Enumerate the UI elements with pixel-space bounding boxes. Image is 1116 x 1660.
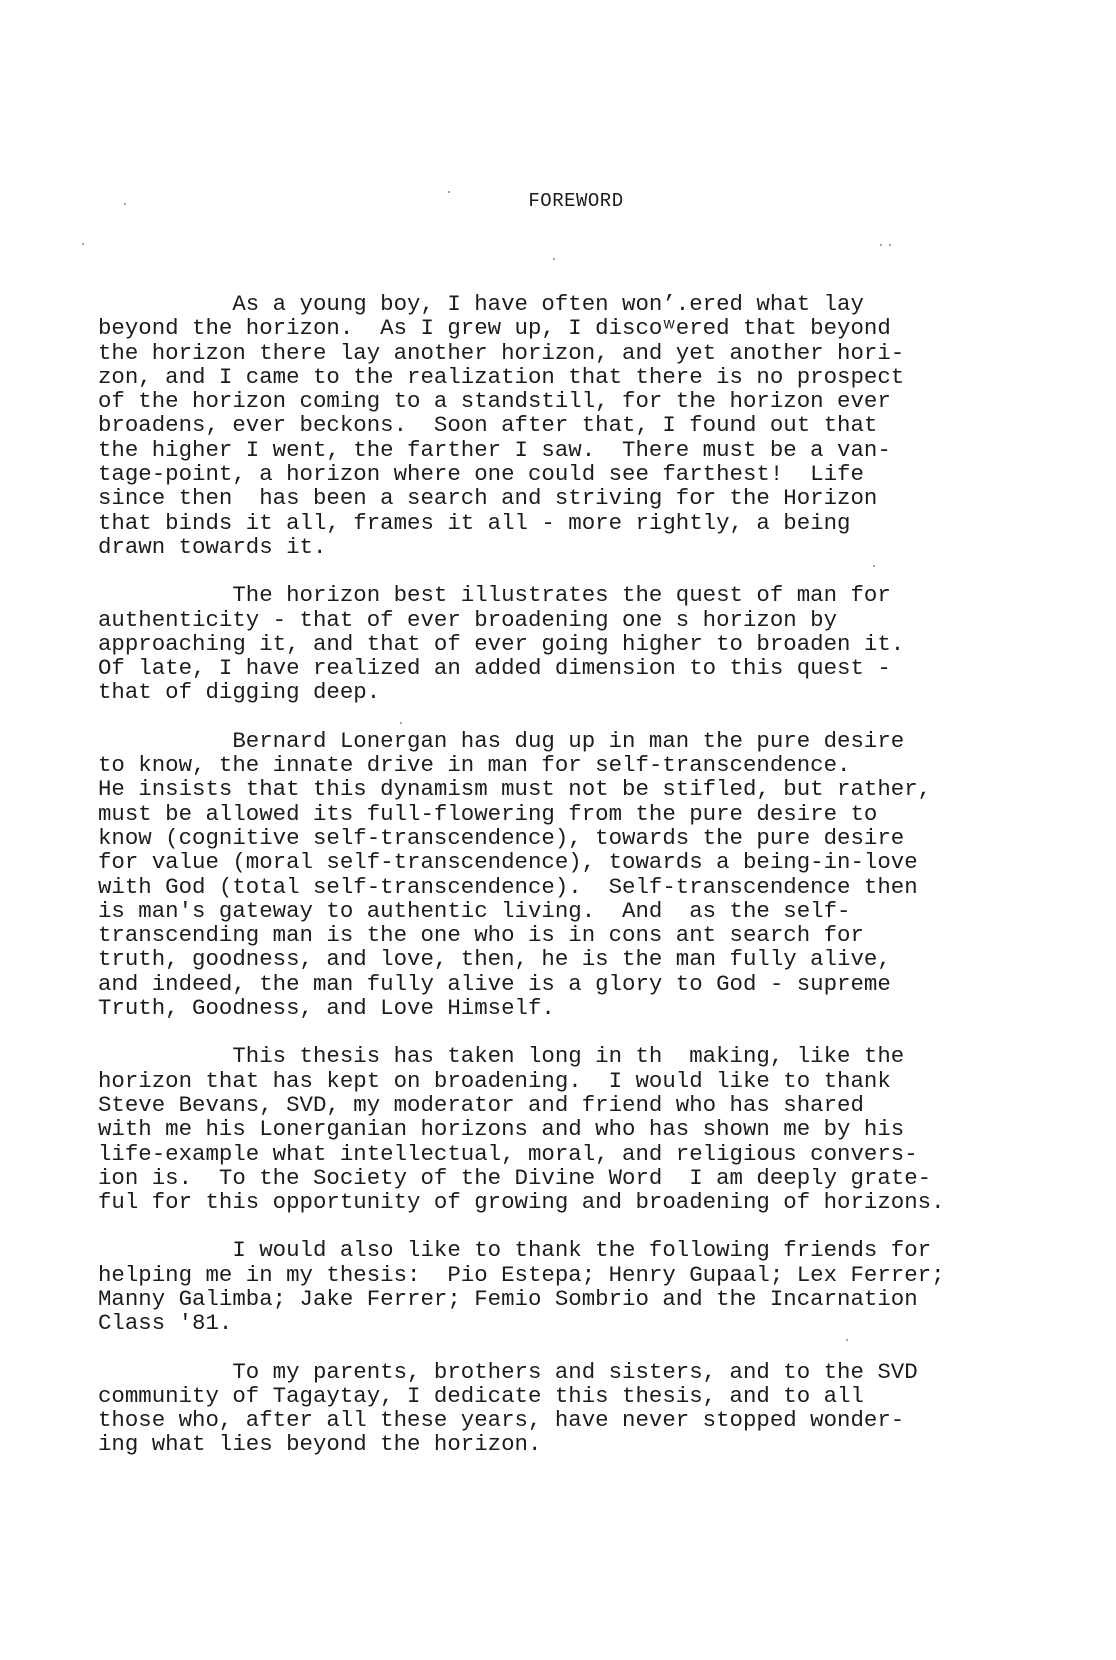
text-line: helping me in my thesis: Pio Estepa; Henry Gupaal; Lex Ferrer;: [98, 1261, 945, 1288]
text-line: for value (moral self-transcendence), towards a being-in-love: [98, 849, 918, 876]
text-line: Truth, Goodness, and Love Himself.: [98, 995, 555, 1022]
scan-speck: [124, 203, 126, 205]
text-line: Steve Bevans, SVD, my moderator and friend who has shared: [98, 1091, 864, 1118]
paragraph-6: [98, 1360, 1098, 1457]
text-line: Manny Galimba; Jake Ferrer; Femio Sombrio and the Incarnation: [98, 1285, 918, 1312]
text-line: and indeed, the man fully alive is a glory to God - supreme: [98, 970, 891, 997]
paragraph-2: [98, 583, 1098, 704]
text-line: tage-point, a horizon where one could see farthest! Life: [98, 461, 864, 488]
scan-speck: [553, 258, 555, 260]
text-line: approaching it, and that of ever going higher to broaden it.: [98, 630, 905, 657]
scan-speck: [400, 722, 402, 724]
text-line: He insists that this dynamism must not be stifled, but rather,: [98, 776, 932, 803]
text-line: authenticity - that of ever broadening one s horizon by: [98, 606, 838, 633]
text-line: This thesis has taken long in th making, like the: [98, 1043, 905, 1070]
text-line: Of late, I have realized an added dimension to this quest -: [98, 655, 891, 682]
text-line: life-example what intellectual, moral, and religious convers-: [98, 1140, 918, 1167]
paragraph-3: [98, 729, 1098, 1021]
text-line: truth, goodness, and love, then, he is the man fully alive,: [98, 946, 891, 973]
text-line: that binds it all, frames it all - more rightly, a being: [98, 509, 851, 536]
scan-speck: [846, 1339, 848, 1341]
text-line: zon, and I came to the realization that there is no prospect: [98, 363, 905, 390]
text-line: must be allowed its full-flowering from the pure desire to: [98, 800, 878, 827]
text-line: know (cognitive self-transcendence), towards the pure desire: [98, 824, 905, 851]
text-line: The horizon best illustrates the quest of man for: [98, 582, 891, 609]
text-line: that of digging deep.: [98, 679, 381, 706]
text-line: To my parents, brothers and sisters, and to the SVD: [98, 1358, 918, 1385]
paragraph-5: [98, 1238, 1098, 1335]
text-line: with God (total self-transcendence). Self-transcendence then: [98, 873, 918, 900]
text-line: drawn towards it.: [98, 533, 327, 560]
paragraph-1: [98, 292, 1098, 559]
text-line: ful for this opportunity of growing and broadening of horizons.: [98, 1189, 945, 1216]
text-line: community of Tagaytay, I dedicate this thesis, and to all: [98, 1382, 864, 1409]
title-text: FOREWORD: [528, 190, 624, 212]
text-line: to know, the innate drive in man for self-transcendence.: [98, 752, 851, 779]
text-line: since then has been a search and striving for the Horizon: [98, 485, 878, 512]
text-line: beyond the horizon. As I grew up, I discoʷered that beyond: [98, 315, 891, 342]
page-title: [0, 190, 1116, 212]
text-line: those who, after all these years, have never stopped wonder-: [98, 1407, 905, 1434]
text-line: broadens, ever beckons. Soon after that, I found out that: [98, 412, 878, 439]
text-line: ing what lies beyond the horizon.: [98, 1431, 542, 1458]
text-line: with me his Lonerganian horizons and who has shown me by his: [98, 1116, 905, 1143]
text-line: the horizon there lay another horizon, and yet another hori-: [98, 339, 905, 366]
text-line: Bernard Lonergan has dug up in man the pure desire: [98, 727, 905, 754]
text-line: horizon that has kept on broadening. I would like to thank: [98, 1067, 891, 1094]
scan-speck: [880, 244, 882, 246]
scan-speck: [82, 243, 84, 245]
text-line: I would also like to thank the following friends for: [98, 1237, 932, 1264]
text-line: As a young boy, I have often won’.ered what lay: [98, 291, 864, 317]
scan-speck: [873, 565, 875, 567]
scan-speck: [448, 191, 450, 193]
scan-speck: [889, 244, 891, 246]
text-line: of the horizon coming to a standstill, for the horizon ever: [98, 388, 891, 415]
paragraph-4: [98, 1044, 1098, 1214]
text-line: the higher I went, the farther I saw. There must be a van-: [98, 436, 891, 463]
text-line: ion is. To the Society of the Divine Word I am deeply grate-: [98, 1164, 932, 1191]
text-line: Class '81.: [98, 1310, 233, 1337]
text-line: is man's gateway to authentic living. And as the self-: [98, 897, 851, 924]
foreword-body: [98, 292, 1098, 1481]
text-line: transcending man is the one who is in cons ant search for: [98, 922, 864, 949]
